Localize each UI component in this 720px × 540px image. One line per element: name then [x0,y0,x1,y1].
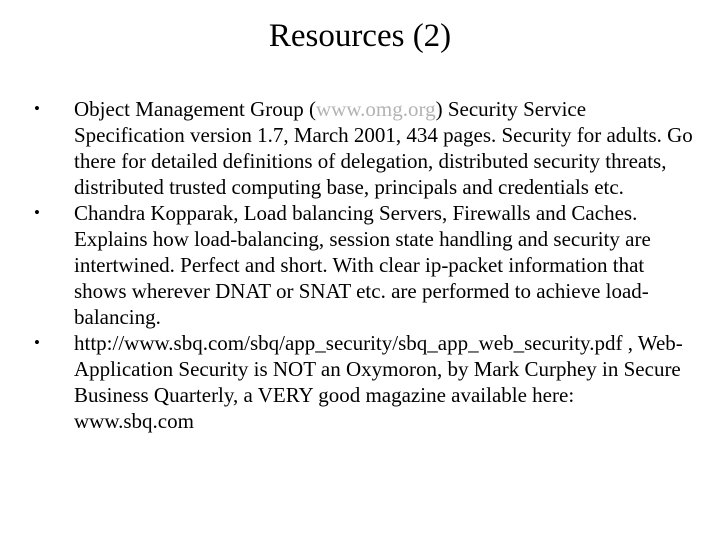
bullet-icon: • [34,203,40,222]
resource-text: http://www.sbq.com/sbq/app_security/sbq_app_web_security.pdf , Web-Application Security is NOT an Oxymoron, by Mark Curphey in Secure Business Quarterly, a VERY good magazine available here: www.sbq.com [74,331,683,433]
resource-text: Object Management Group ( [74,97,317,121]
bullet-icon: • [34,99,40,118]
resource-text: Chandra Kopparak, Load balancing Servers, Firewalls and Caches. Explains how load-balancing, session state handling and security are intertwined. Perfect and short. With clear ip-packet information that shows wherever DNAT or SNAT etc. are performed to achieve load-balancing. [74,201,651,329]
resource-list [0,96,720,434]
slide-title: Resources (2) [268,18,452,54]
omg-link[interactable]: www.omg.org [316,97,436,121]
resource-item-sbq [0,330,694,434]
resource-text: ) Security Service Specification version 1.7, March 2001, 434 pages. Security for adults. Go there for detailed definitions of delegation, distributed security threats, distributed trusted computing base, principals and credentials etc. [74,97,693,199]
resource-item-omg [0,96,694,200]
resource-item-kopparak [0,200,694,330]
bullet-icon: • [34,333,40,352]
